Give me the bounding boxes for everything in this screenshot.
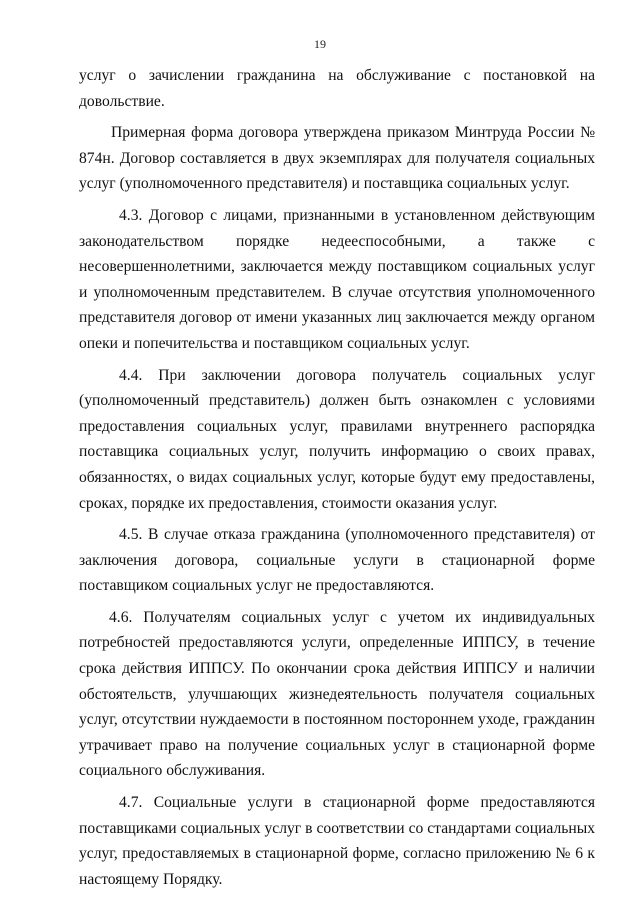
document-body [79,63,595,892]
paragraph-sample-form: Примерная форма договора утверждена приказом Минтруда России № 874н. Договор составляется в двух экземплярах для получателя социальных услуг (уполномоченного представителя) и поставщика социальных услуг. [79,124,595,193]
paragraph-4-7: 4.7. Социальные услуги в стационарной форме предоставляются поставщиками социальных услуг в соответствии со стандартами социальных услуг, предоставляемых в стационарной форме, согласно приложению № 6 к настоящему Порядку. [79,794,595,888]
page-number: 19 [314,37,326,51]
paragraph-4-5: 4.5. В случае отказа гражданина (уполномоченного представителя) от заключения договора, социальные услуги в стационарной форме поставщиком социальных услуг не предоставляются. [79,526,595,595]
paragraph-4-4: 4.4. При заключении договора получатель социальных услуг (уполномоченный представитель) должен быть ознакомлен с условиями предоставления социальных услуг, правилами внутреннего распорядка поставщика социальных услуг, получить информацию о своих правах, обязанностях, о видах социальных услуг, которые будут ему предоставлены, сроках, порядке их предоставления, стоимости оказания услуг. [79,366,595,512]
paragraph-4-3: 4.3. Договор с лицами, признанными в установленном действующим законодательством порядке недееспособными, а также с несовершеннолетними, заключается между поставщиком социальных услуг и уполномоченным представителем. В случае отсутствия уполномоченного представителя договор от имени указанных лиц заключается между органом опеки и попечительства и поставщиком социальных услуг. [79,206,595,352]
paragraph-continuation: услуг о зачислении гражданина на обслуживание с постановкой на довольствие. [79,67,595,110]
paragraph-4-6: 4.6. Получателям социальных услуг с учетом их индивидуальных потребностей предоставляются услуги, определенные ИППСУ, в течение срока действия ИППСУ. По окончании срока действия ИППСУ и наличии обстоятельств, улучшающих жизнедеятельность получателя социальных услуг, отсутствии нуждаемости в постоянном постороннем уходе, гражданин утрачивает право на получение социальных услуг в стационарной форме социального обслуживания. [79,608,595,780]
